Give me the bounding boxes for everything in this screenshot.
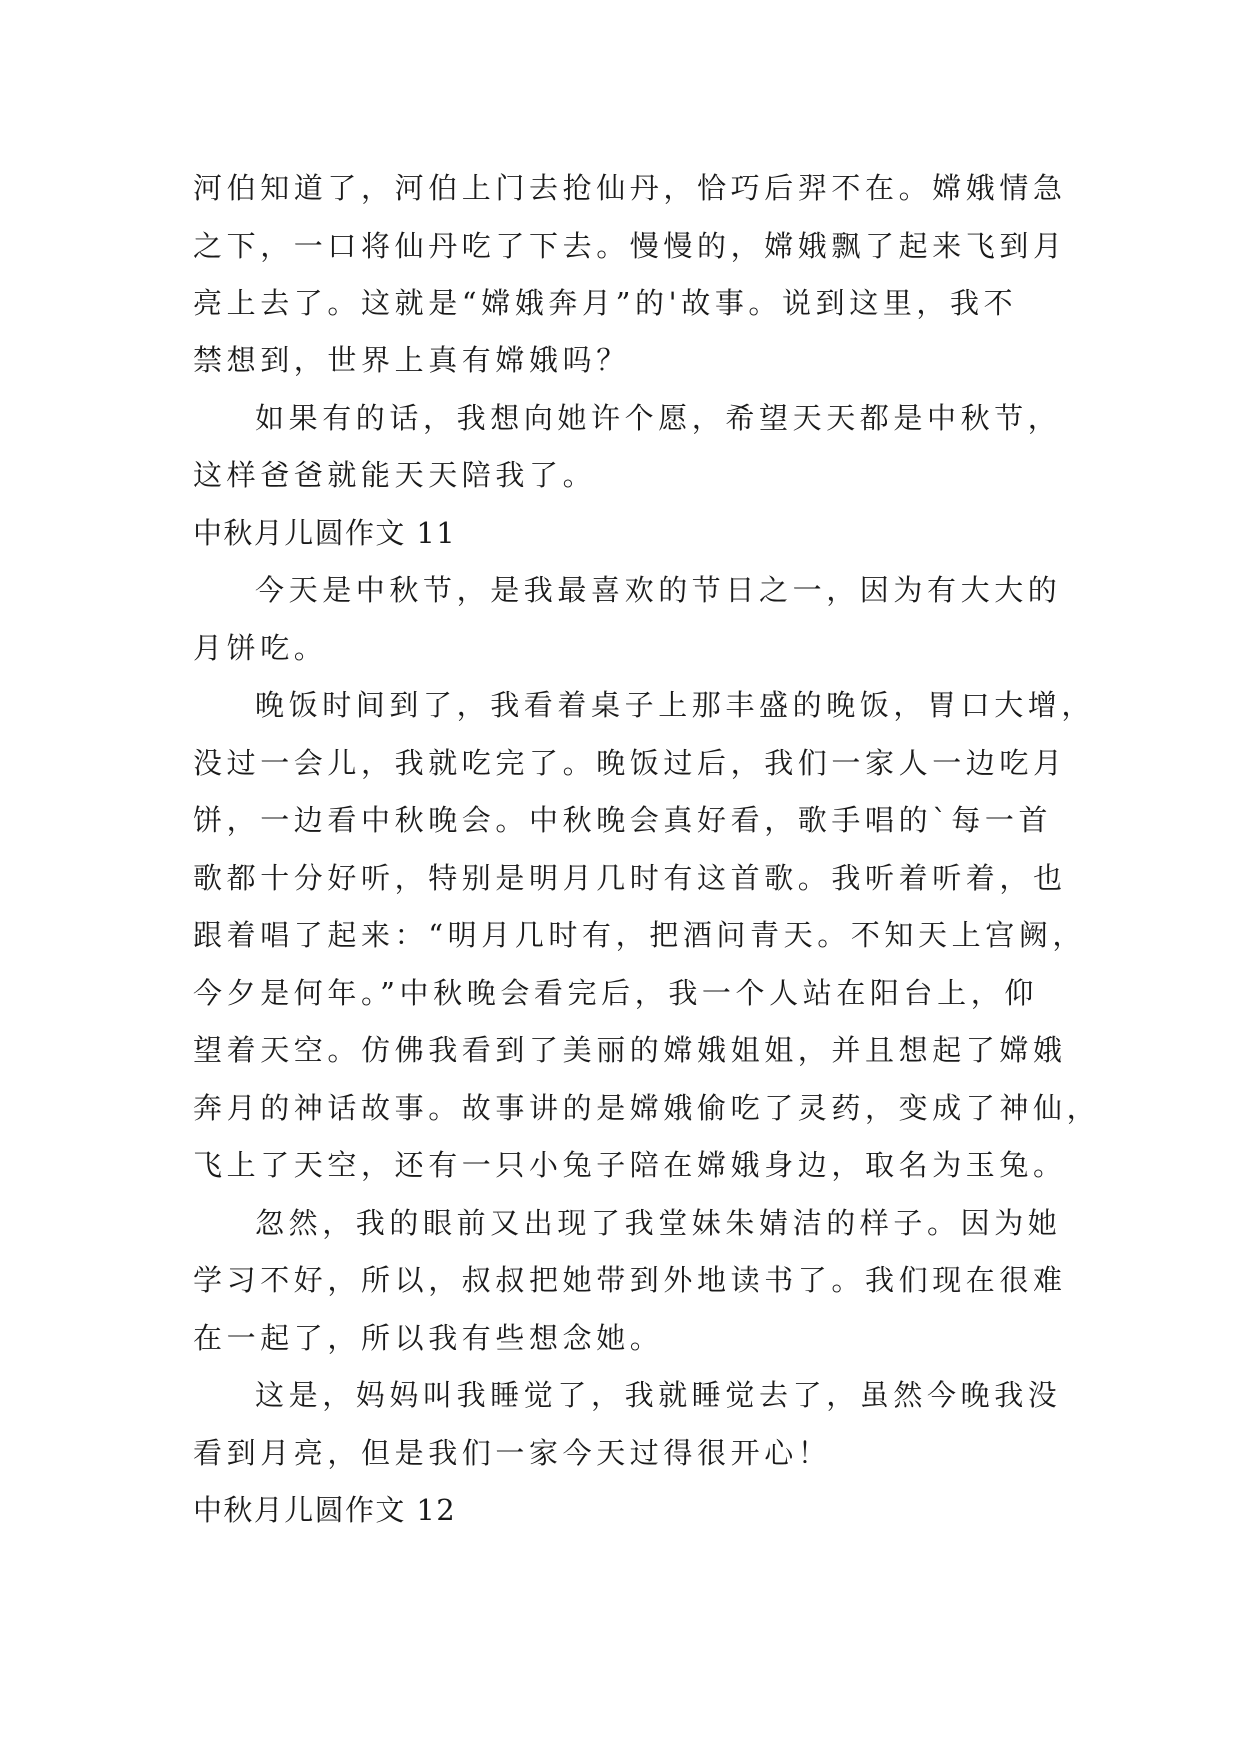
- paragraph-first-line: 今天是中秋节，是我最喜欢的节日之一，因为有大大的: [255, 573, 1062, 607]
- body-line: 河伯知道了，河伯上门去抢仙丹，恰巧后羿不在。嫦娥情急: [193, 171, 1067, 205]
- body-line: 望着天空。仿佛我看到了美丽的嫦娥姐姐，并且想起了嫦娥: [193, 1033, 1067, 1067]
- body-line: 在一起了，所以我有些想念她。: [193, 1321, 664, 1355]
- body-line: 飞上了天空，还有一只小兔子陪在嫦娥身边，取名为玉兔。: [193, 1148, 1067, 1182]
- section-heading: 中秋月儿圆作文 11: [193, 516, 457, 550]
- section-heading: 中秋月儿圆作文 12: [193, 1493, 457, 1527]
- paragraph-first-line: 晚饭时间到了，我看着桌子上那丰盛的晚饭，胃口大增，: [255, 688, 1096, 722]
- body-line: 没过一会儿，我就吃完了。晚饭过后，我们一家人一边吃月: [193, 746, 1067, 780]
- paragraph-first-line: 忽然，我的眼前又出现了我堂妹朱婧洁的样子。因为她: [255, 1206, 1062, 1240]
- body-line: 奔月的神话故事。故事讲的是嫦娥偷吃了灵药，变成了神仙，: [193, 1091, 1101, 1125]
- body-line: 月饼吃。: [193, 631, 328, 665]
- body-line: 跟着唱了起来：“明月几时有，把酒问青天。不知天上宫阙，: [193, 918, 1087, 952]
- body-line: 饼，一边看中秋晚会。中秋晚会真好看，歌手唱的`每一首: [193, 803, 1053, 837]
- body-line: 今夕是何年。”中秋晚会看完后，我一个人站在阳台上，仰: [193, 976, 1038, 1010]
- paragraph-first-line: 这是，妈妈叫我睡觉了，我就睡觉去了，虽然今晚我没: [255, 1378, 1062, 1412]
- body-line: 这样爸爸就能天天陪我了。: [193, 458, 597, 492]
- body-line: 看到月亮，但是我们一家今天过得很开心！: [193, 1436, 832, 1470]
- body-line: 学习不好，所以，叔叔把她带到外地读书了。我们现在很难: [193, 1263, 1067, 1297]
- body-line: 之下，一口将仙丹吃了下去。慢慢的，嫦娥飘了起来飞到月: [193, 229, 1067, 263]
- body-line: 歌都十分好听，特别是明月几时有这首歌。我听着听着，也: [193, 861, 1067, 895]
- body-line: 禁想到，世界上真有嫦娥吗？: [193, 343, 630, 377]
- body-line: 亮上去了。这就是“嫦娥奔月”的'故事。说到这里，我不: [193, 286, 1018, 320]
- paragraph-first-line: 如果有的话，我想向她许个愿，希望天天都是中秋节，: [255, 401, 1062, 435]
